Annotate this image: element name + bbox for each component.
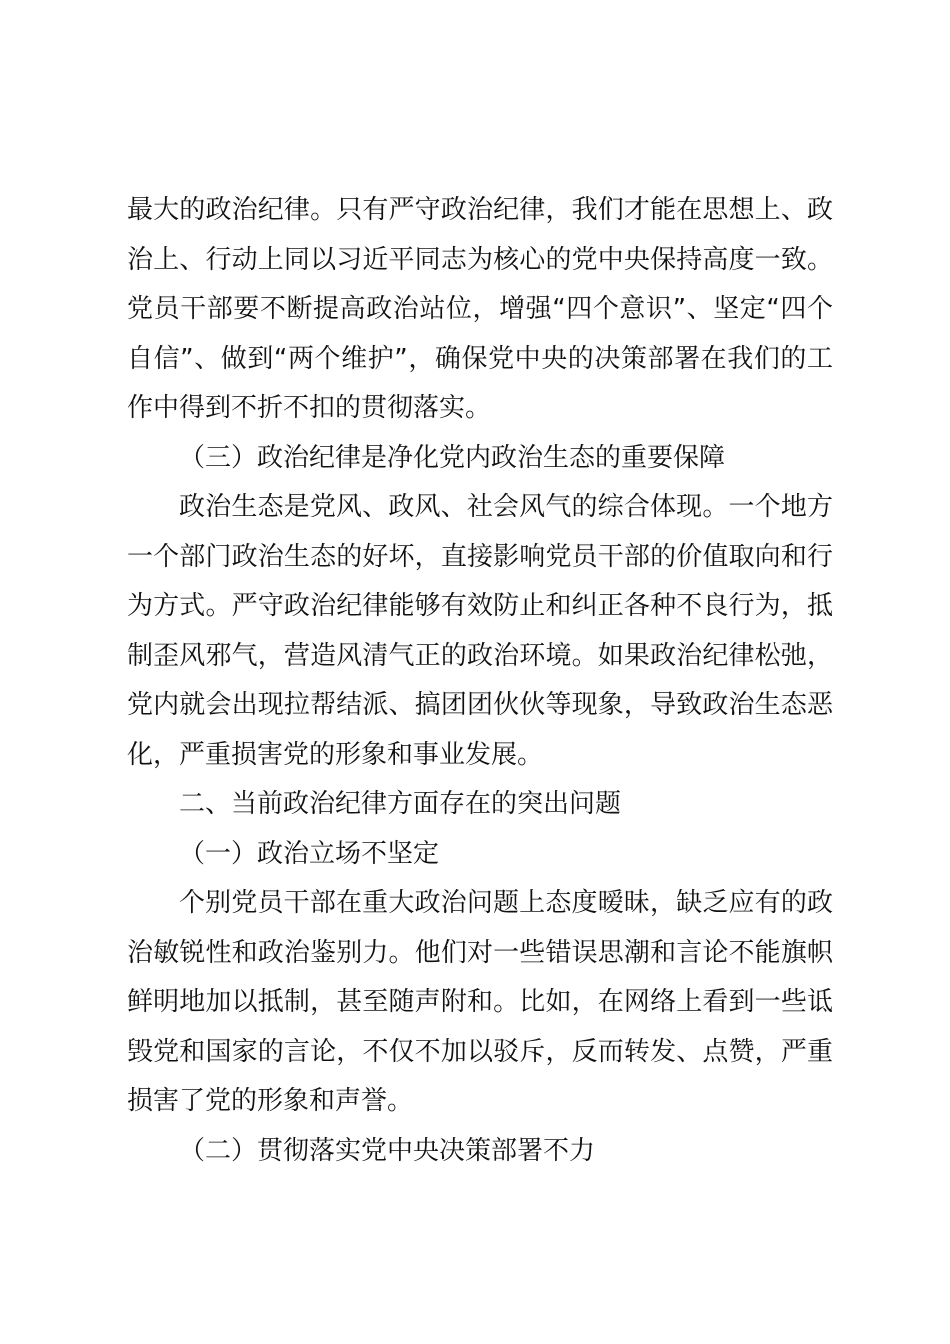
document-body	[127, 186, 833, 1176]
section-heading-2: 二、当前政治纪律方面存在的突出问题	[179, 789, 622, 819]
paragraph-political-ecology: 政治生态是党风、政风、社会风气的综合体现。一个地方一个部门政治生态的好坏，直接影响党员干部的价值取向和行为方式。严守政治纪律能够有效防止和纠正各种不良行为，抵制歪风邪气，营造风清气正的政治环境。如果政治纪律松弛，党内就会出现拉帮结派、搞团团伙伙等现象，导致政治生态恶化，严重损害党的形象和事业发展。	[127, 492, 833, 770]
subheading-3: （三）政治纪律是净化党内政治生态的重要保障	[179, 442, 726, 473]
subheading-2: （二）贯彻落实党中央决策部署不力	[179, 1135, 596, 1166]
subheading-1: （一）政治立场不坚定	[179, 838, 440, 869]
paragraph-political-stance: 个别党员干部在重大政治问题上态度暧昧，缺乏应有的政治敏锐性和政治鉴别力。他们对一些错误思潮和言论不能旗帜鲜明地加以抵制，甚至随声附和。比如，在网络上看到一些诋毁党和国家的言论，不仅不加以驳斥，反而转发、点赞，严重损害了党的形象和声誉。	[127, 888, 833, 1116]
paragraph-continuation: 最大的政治纪律。只有严守政治纪律，我们才能在思想上、政治上、行动上同以习近平同志为核心的党中央保持高度一致。党员干部要不断提高政治站位，增强“四个意识”、坚定“四个自信”、做到“两个维护”，确保党中央的决策部署在我们的工作中得到不折不扣的贯彻落实。	[127, 195, 833, 423]
